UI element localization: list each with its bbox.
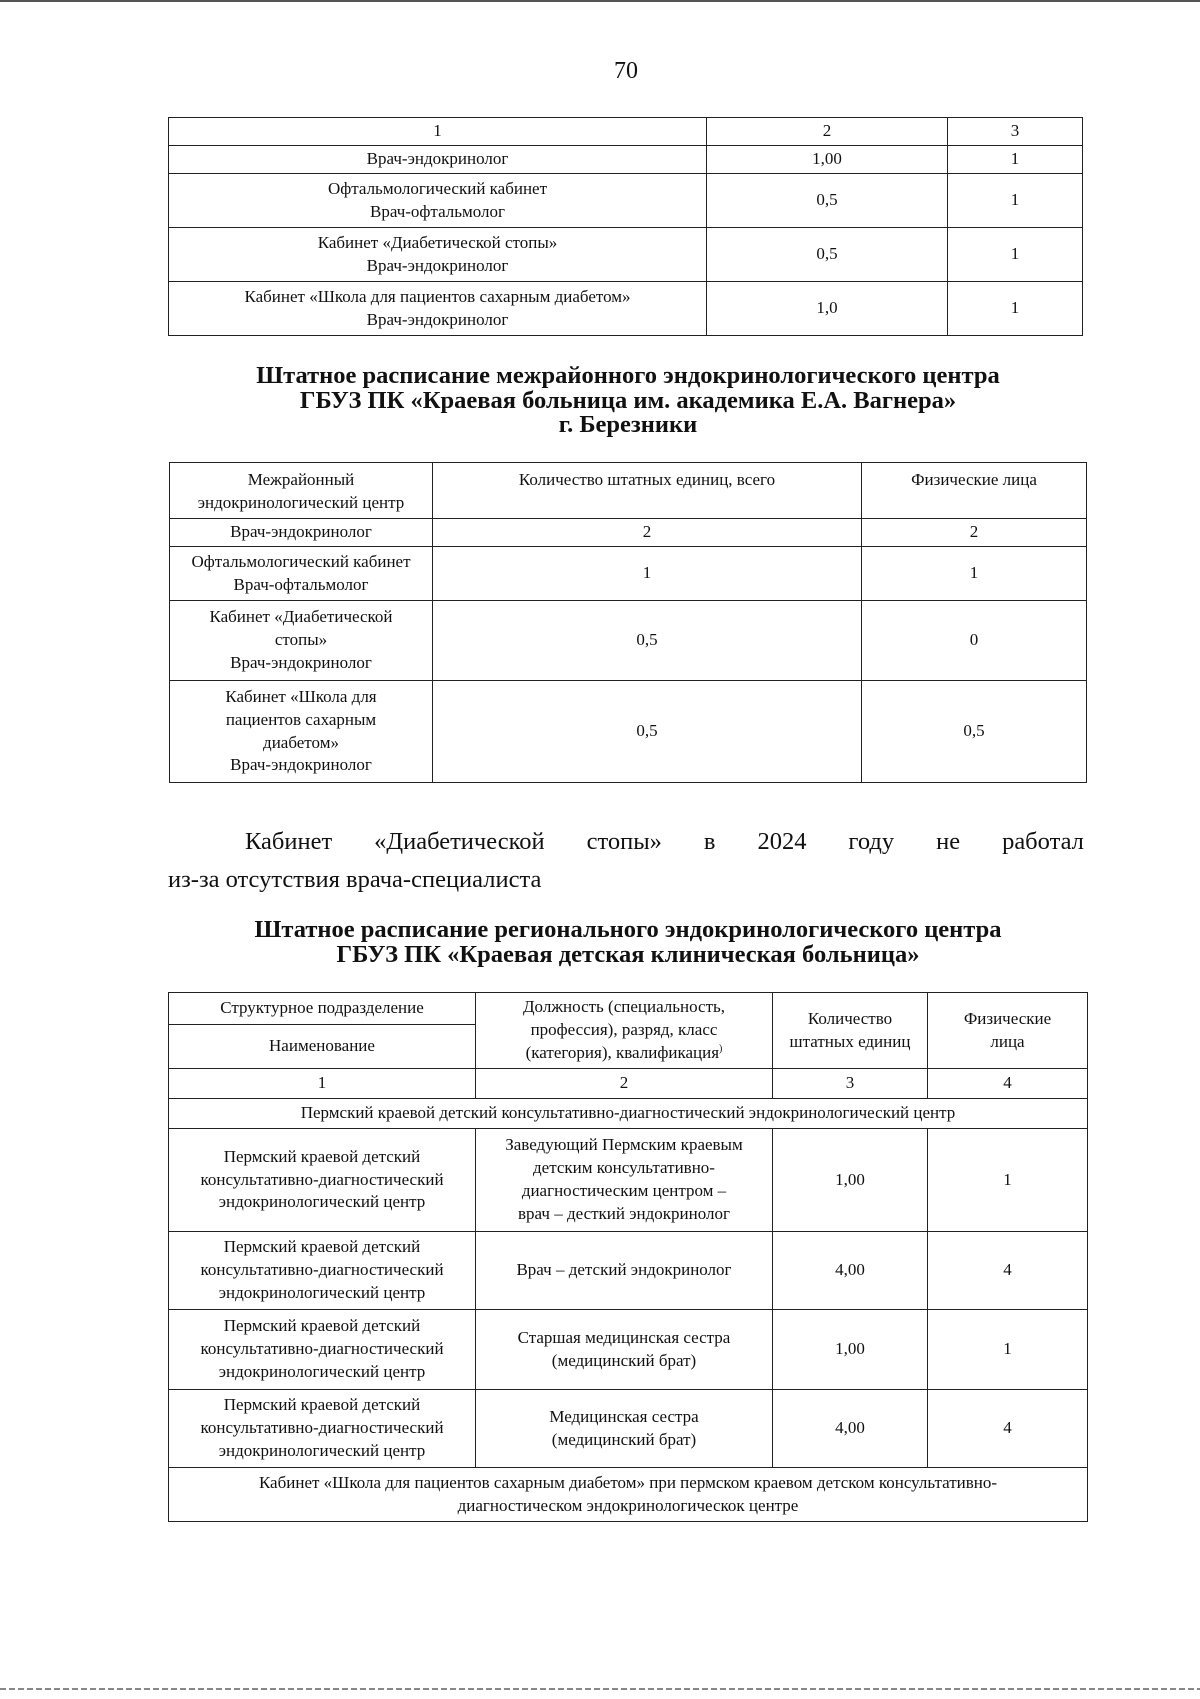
position-cell: Врач-эндокринолог [169, 146, 707, 174]
units-cell: 1,00 [773, 1310, 928, 1390]
table-row [170, 681, 1087, 783]
col-number: 2 [476, 1069, 773, 1099]
unit-cell: Пермский краевой детский консультативно-диагностический эндокринологический центр [169, 1390, 476, 1468]
col-number: 3 [773, 1069, 928, 1099]
section-row [169, 1468, 1088, 1522]
persons-cell: 1 [948, 228, 1083, 282]
header-persons: Физические лица [862, 463, 1087, 519]
table-header-row [169, 118, 1083, 146]
top-border [0, 0, 1200, 2]
units-cell: 4,00 [773, 1232, 928, 1310]
table-row [170, 601, 1087, 681]
section-title: Пермский краевой детский консультативно-диагностический эндокринологический центр [169, 1099, 1088, 1129]
persons-cell: 4 [928, 1232, 1088, 1310]
unit-cell: Пермский краевой детский консультативно-диагностический эндокринологический центр [169, 1232, 476, 1310]
table-row [169, 1310, 1088, 1390]
table-header-row [170, 463, 1087, 519]
header-position: Должность (специальность, профессия), разряд, класс (категория), квалификация) [476, 993, 773, 1069]
col-number: 3 [948, 118, 1083, 146]
page-number: 70 [614, 58, 638, 84]
table-row [169, 1390, 1088, 1468]
units-cell: 0,5 [707, 228, 948, 282]
header-persons: Физические лица [928, 993, 1088, 1069]
persons-cell: 1 [862, 547, 1087, 601]
table-header-row [169, 993, 1088, 1025]
table-row [169, 228, 1083, 282]
regional-staff-table [168, 992, 1088, 1522]
table-row [169, 282, 1083, 336]
units-cell: 1,00 [773, 1129, 928, 1232]
persons-cell: 0,5 [862, 681, 1087, 783]
col-number: 2 [707, 118, 948, 146]
section-title: Кабинет «Школа для пациентов сахарным диабетом» при пермском краевом детском консультативно- диагностическом эндокринологическок центре [169, 1468, 1088, 1522]
col-number: 1 [169, 1069, 476, 1099]
table-row [170, 519, 1087, 547]
persons-cell: 4 [928, 1390, 1088, 1468]
note-paragraph [168, 823, 1084, 899]
position-cell: Медицинская сестра (медицинский брат) [476, 1390, 773, 1468]
table-row [169, 174, 1083, 228]
section-row [169, 1099, 1088, 1129]
interdistrict-staff-table [169, 462, 1087, 783]
section-heading-interdistrict: Штатное расписание межрайонного эндокринологического центра ГБУЗ ПК «Краевая больница им. академика Е.А. Вагнера» г. Березники [256, 362, 1000, 438]
table-row [169, 1129, 1088, 1232]
staff-table-continuation [168, 117, 1083, 336]
persons-cell: 1 [928, 1310, 1088, 1390]
position-cell: Старшая медицинская сестра (медицинский брат) [476, 1310, 773, 1390]
position-cell: Офтальмологический кабинет Врач-офтальмолог [169, 174, 707, 228]
units-cell: 0,5 [433, 681, 862, 783]
unit-cell: Пермский краевой детский консультативно-диагностический эндокринологический центр [169, 1129, 476, 1232]
units-cell: 4,00 [773, 1390, 928, 1468]
table-row [169, 146, 1083, 174]
persons-cell: 1 [948, 146, 1083, 174]
position-cell: Офтальмологический кабинет Врач-офтальмолог [170, 547, 433, 601]
col-number: 4 [928, 1069, 1088, 1099]
unit-cell: Пермский краевой детский консультативно-диагностический эндокринологический центр [169, 1310, 476, 1390]
units-cell: 1,0 [707, 282, 948, 336]
col-number-row [169, 1069, 1088, 1099]
units-cell: 0,5 [707, 174, 948, 228]
col-number: 1 [169, 118, 707, 146]
header-units: Количество штатных единиц, всего [433, 463, 862, 519]
position-cell: Врач – детский эндокринолог [476, 1232, 773, 1310]
persons-cell: 2 [862, 519, 1087, 547]
persons-cell: 1 [948, 282, 1083, 336]
position-cell: Кабинет «Диабетической стопы» Врач-эндокринолог [169, 228, 707, 282]
persons-cell: 1 [928, 1129, 1088, 1232]
units-cell: 1 [433, 547, 862, 601]
paragraph-line-2: из-за отсутствия врача-специалиста [168, 866, 542, 893]
paragraph-line-1: Кабинет «Диабетической стопы» в 2024 году не работал [245, 828, 1084, 855]
units-cell: 0,5 [433, 601, 862, 681]
units-cell: 2 [433, 519, 862, 547]
persons-cell: 0 [862, 601, 1087, 681]
table-row [169, 1232, 1088, 1310]
header-center: Межрайонный эндокринологический центр [170, 463, 433, 519]
position-cell: Кабинет «Школа для пациентов сахарным диабетом» Врач-эндокринолог [169, 282, 707, 336]
header-struct-unit: Структурное подразделение [169, 993, 476, 1025]
table-row [170, 547, 1087, 601]
position-cell: Кабинет «Школа для пациентов сахарным диабетом» Врач-эндокринолог [170, 681, 433, 783]
position-cell: Кабинет «Диабетической стопы» Врач-эндокринолог [170, 601, 433, 681]
units-cell: 1,00 [707, 146, 948, 174]
section-heading-regional: Штатное расписание регионального эндокринологического центра ГБУЗ ПК «Краевая детская клиническая больница» [254, 916, 1002, 968]
header-name: Наименование [169, 1025, 476, 1069]
position-cell: Врач-эндокринолог [170, 519, 433, 547]
position-cell: Заведующий Пермским краевым детским консультативно- диагностическим центром – врач – десткий эндокринолог [476, 1129, 773, 1232]
header-units: Количество штатных единиц [773, 993, 928, 1069]
persons-cell: 1 [948, 174, 1083, 228]
bottom-scan-line [0, 1688, 1200, 1690]
